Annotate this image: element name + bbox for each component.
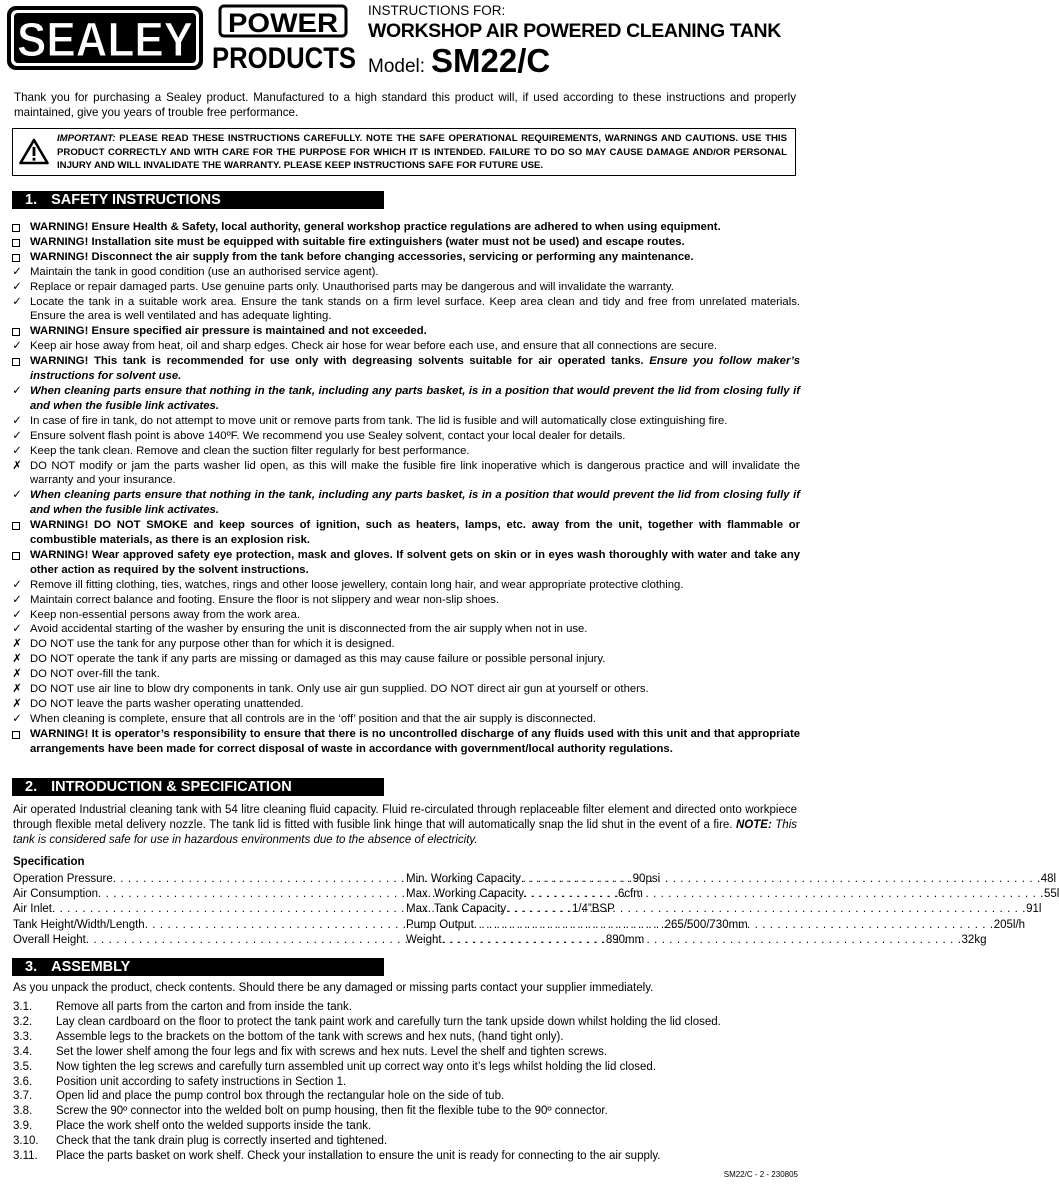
safety-item (8, 384, 800, 414)
safety-item (8, 637, 800, 652)
assembly-steps (13, 1000, 799, 1164)
safety-item-text: WARNING! It is operator’s responsibility to ensure that there is no uncontrolled discharge of any fluids used with this unit and that appropriate arrangements have been made for correct disposal of waste in accordance with government/local authority regulations. (30, 727, 800, 755)
spec-value: 32kg (961, 933, 987, 946)
specification-heading: Specification (13, 856, 85, 868)
step-number: 3.3. (13, 1030, 33, 1043)
checkbox-icon (12, 254, 20, 262)
spec-value: 48l (1040, 873, 1057, 885)
checkbox-icon (12, 731, 20, 739)
safety-item (8, 652, 800, 667)
safety-item (8, 280, 800, 295)
cross-icon: ✗ (12, 459, 22, 472)
safety-item-text: DO NOT use the tank for any purpose other than for which it is designed. (30, 638, 395, 651)
safety-item-text: DO NOT over-fill the tank. (30, 668, 160, 681)
spec-label: Air Consumption (13, 888, 99, 901)
check-icon: ✓ (12, 429, 22, 442)
assembly-intro: As you unpack the product, check contents. Should there be any damaged or missing parts contact your supplier immediately. (13, 982, 654, 994)
model-line (368, 42, 550, 80)
spec-value: 265/500/730mm (664, 918, 748, 931)
safety-item-text: DO NOT use air line to blow dry components in tank. Only use air gun supplied. DO NOT direct air gun at yourself or others. (30, 683, 649, 696)
instructions-label: INSTRUCTIONS FOR: (368, 3, 506, 18)
cross-icon: ✗ (12, 668, 22, 681)
sealey-logo (6, 5, 204, 71)
safety-item-text: WARNING! Wear approved safety eye protection, mask and gloves. If solvent gets on skin or in eyes wash thoroughly with water and take any other action as required by the solvent instructions. (30, 548, 800, 576)
spec-label: Max. Working Capacity (406, 888, 525, 901)
warning-triangle-icon (19, 138, 49, 165)
step-text: Check that the tank drain plug is correctly inserted and tightened. (56, 1135, 388, 1148)
spec-value: 1/4”BSP (571, 903, 615, 916)
check-icon: ✓ (12, 280, 22, 293)
step-text: Remove all parts from the carton and from inside the tank. (56, 1001, 352, 1013)
safety-item (8, 593, 800, 608)
step-text: Set the lower shelf among the four legs and fix with screws and hex nuts. Level the shelf and tighten screws. (56, 1045, 608, 1058)
spec-row (406, 933, 987, 948)
product-title: WORKSHOP AIR POWERED CLEANING TANK (368, 20, 781, 42)
step-text: Place the work shelf onto the welded supports inside the tank. (56, 1120, 372, 1133)
safety-item (8, 727, 800, 757)
safety-item-text: WARNING! Ensure Health & Safety, local authority, general workshop practice regulations are adhered to when using equipment. (30, 221, 721, 233)
step-number: 3.6. (13, 1075, 33, 1088)
safety-item-text: WARNING! Installation site must be equipped with suitable fire extinguishers (water must not be used) and escape routes. (30, 235, 685, 248)
safety-item (8, 712, 800, 727)
safety-item-text: DO NOT operate the tank if any parts are missing or damaged as this may cause failure or possible personal injury. (30, 653, 606, 666)
power-text: POWER (228, 8, 338, 38)
safety-item (8, 444, 800, 459)
step-number: 3.5. (13, 1060, 33, 1073)
safety-item (8, 488, 800, 518)
check-icon: ✓ (12, 295, 22, 308)
checkbox-icon (12, 328, 20, 336)
safety-item-text: WARNING! Ensure specified air pressure is maintained and not exceeded. (30, 325, 427, 338)
safety-item-text: When cleaning parts ensure that nothing in the tank, including any parts basket, is in a position that would prevent the lid from closing fully if and when the fusible link activates. (30, 384, 800, 412)
spec-label: Pump Output (406, 918, 474, 931)
step-number: 3.9. (13, 1120, 33, 1133)
spec-label: Operation Pressure (13, 873, 113, 885)
model-value: SM22/C (431, 42, 551, 79)
step-text: Assemble legs to the brackets on the bottom of the tank with screws and hex nuts, (hand tight only). (56, 1030, 564, 1043)
spec-label: Tank Height/Width/Length (13, 918, 145, 931)
safety-item (8, 518, 800, 548)
assembly-step (13, 1149, 799, 1164)
check-icon: ✓ (12, 578, 22, 591)
model-label: Model: (368, 56, 426, 77)
products-text: PRODUCTS (212, 42, 356, 75)
safety-item-text: In case of fire in tank, do not attempt to move unit or remove parts from tank. The lid is fusible and will automatically close extinguishing fire. (30, 414, 728, 427)
assembly-step (13, 1134, 799, 1149)
important-text: PLEASE READ THESE INSTRUCTIONS CAREFULLY. NOTE THE SAFE OPERATIONAL REQUIREMENTS, WARNINGS AND CAUTIONS. USE THIS PRODUCT CORRECTLY AND WITH CARE FOR THE PURPOSE FOR WHICH IT IS INTENDED. FAILURE TO DO SO MAY CAUSE DAMAGE AND/OR PERSONAL INJURY AND WILL INVALIDATE THE WARRANTY. PLEASE KEEP INSTRUCTIONS SAFE FOR FUTURE USE. (57, 133, 787, 171)
check-icon: ✓ (12, 384, 22, 397)
safety-item-text: Maintain the tank in good condition (use an authorised service agent). (30, 265, 379, 278)
check-icon: ✓ (12, 712, 22, 725)
safety-item (8, 548, 800, 578)
spec-value: 90psi (632, 873, 661, 885)
cross-icon: ✗ (12, 653, 22, 666)
checkbox-icon (12, 522, 20, 530)
intro-paragraph: Thank you for purchasing a Sealey product. Manufactured to a high standard this product will, if used according to these instructions and properly maintained, give you years of trouble free performance. (14, 91, 796, 119)
safety-item-text: WARNING! DO NOT SMOKE and keep sources of ignition, such as heaters, lamps, etc. away from the unit, together with flammable or combustible materials, as there is an explosion risk. (30, 519, 800, 547)
section-header-assembly: 3. ASSEMBLY (12, 958, 384, 976)
step-number: 3.7. (13, 1090, 33, 1103)
safety-item-text: Ensure solvent flash point is above 140ºF. We recommend you use Sealey solvent, contact your local dealer for details. (30, 429, 626, 442)
check-icon: ✓ (12, 340, 22, 353)
safety-item-text: Locate the tank in a suitable work area. Ensure the tank stands on a firm level surface. Keep area clean and tidy and free from unrelated materials. Ensure the area is well ventilated and has adequate lighting. (30, 295, 800, 323)
step-number: 3.4. (13, 1045, 33, 1058)
cross-icon: ✗ (12, 698, 22, 710)
checkbox-icon (12, 552, 20, 560)
spec-value: 6cfm (617, 888, 643, 901)
safety-item (8, 414, 800, 429)
step-text: Screw the 90º connector into the welded bolt on pump housing, then fit the flexible tube to the 90º connector. (56, 1105, 608, 1118)
safety-item-text: Keep air hose away from heat, oil and sharp edges. Check air hose for wear before each use, and ensure that all connections are secure. (30, 340, 718, 353)
assembly-step (13, 1000, 799, 1015)
spec-label: Min. Working Capacity (406, 873, 521, 885)
safety-item-text: WARNING! Disconnect the air supply from the tank before changing accessories, servicing or performing any maintenance. (30, 250, 694, 263)
spec-row (406, 872, 1057, 887)
safety-item (8, 459, 800, 489)
safety-item-text: Replace or repair damaged parts. Use genuine parts only. Unauthorised parts may be dangerous and will invalidate the warranty. (30, 280, 674, 293)
safety-item (8, 667, 800, 682)
safety-item (8, 324, 800, 339)
introduction-text: Air operated Industrial cleaning tank with 54 litre cleaning fluid capacity. Fluid re-circulated through replaceable filter element and directed onto workpiece through flexible metal delivery nozzle. The tank lid is fitted with fusible link hinge that will automatically snap the lid shut in the event of a fire. (13, 804, 797, 831)
assembly-step (13, 1119, 799, 1134)
note-text: This tank is considered safe for use in hazardous environments due to the absence of electricity. (13, 819, 797, 846)
safety-item-text: When cleaning parts ensure that nothing in the tank, including any parts basket, is in a position that would prevent the lid from closing fully if and when the fusible link activates. (30, 489, 800, 517)
spec-label: Air Inlet (13, 903, 52, 916)
step-number: 3.8. (13, 1105, 33, 1118)
safety-item (8, 354, 800, 384)
step-number: 3.11. (13, 1150, 38, 1163)
safety-item-extra: Ensure you follow maker’s instructions for solvent use. (30, 355, 800, 383)
safety-item (8, 697, 800, 712)
step-text: Now tighten the leg screws and carefully turn assembled unit up correct way onto it’s legs whilst holding the lid closed. (56, 1060, 657, 1073)
assembly-step (13, 1015, 799, 1030)
spec-table-right (406, 872, 1059, 948)
spec-label: Max. Tank Capacity (406, 903, 507, 916)
spec-value: 55l (1043, 888, 1059, 901)
assembly-step (13, 1104, 799, 1119)
assembly-step (13, 1075, 799, 1090)
spec-leader-dots (474, 918, 994, 933)
spec-label: Weight (406, 933, 442, 946)
safety-item-text: Remove ill fitting clothing, ties, watches, rings and other loose jewellery, contain long hair, and wear appropriate protective clothing. (30, 578, 684, 591)
step-number: 3.2. (13, 1015, 33, 1028)
spec-leader-dots (442, 933, 962, 948)
safety-item-text: DO NOT modify or jam the parts washer lid open, as this will make the fusible fire link inoperative which is dangerous practice and will invalidate the warranty and your insurance. (30, 459, 800, 487)
assembly-step (13, 1030, 799, 1045)
safety-item (8, 429, 800, 444)
spec-leader-dots (524, 887, 1044, 902)
step-text: Lay clean cardboard on the floor to protect the tank paint work and carefully turn the tank upside down whilst holding the lid closed. (56, 1015, 721, 1028)
page-footer: SM22/C - 2 - 230805 (723, 1170, 798, 1179)
section-header-introduction: 2. INTRODUCTION & SPECIFICATION (12, 778, 384, 796)
safety-item (8, 682, 800, 697)
power-products-logo (210, 5, 358, 73)
cross-icon: ✗ (12, 683, 22, 696)
check-icon: ✓ (12, 608, 22, 621)
step-number: 3.10. (13, 1135, 39, 1148)
safety-item (8, 265, 800, 280)
step-text: Open lid and place the pump control box through the rectangular hole on the side of tub. (56, 1090, 505, 1103)
safety-item-text: Maintain correct balance and footing. Ensure the floor is not slippery and wear non-slip shoes. (30, 593, 500, 606)
step-text: Place the parts basket on work shelf. Check your installation to ensure the unit is ready for connecting to the air supply. (56, 1150, 661, 1163)
safety-item-text: Keep non-essential persons away from the work area. (30, 608, 301, 621)
spec-leader-dots (506, 902, 1026, 917)
logo-text: SEALEY (17, 14, 193, 67)
safety-item (8, 608, 800, 623)
step-number: 3.1. (13, 1001, 33, 1013)
check-icon: ✓ (12, 444, 22, 457)
important-label: IMPORTANT: (57, 133, 116, 144)
check-icon: ✓ (12, 414, 22, 427)
safety-item-text: DO NOT leave the parts washer operating unattended. (30, 698, 304, 710)
spec-label: Overall Height (13, 933, 86, 946)
safety-item (8, 235, 800, 250)
assembly-step (13, 1089, 799, 1104)
safety-item (8, 295, 800, 325)
checkbox-icon (12, 358, 20, 366)
check-icon: ✓ (12, 489, 22, 502)
check-icon: ✓ (12, 623, 22, 636)
assembly-step (13, 1060, 799, 1075)
introduction-paragraph (13, 803, 797, 848)
note-label: NOTE: (732, 819, 772, 831)
check-icon: ✓ (12, 593, 22, 606)
safety-list (8, 220, 800, 757)
spec-leader-dots (521, 872, 1041, 887)
important-notice (12, 128, 796, 176)
safety-item-text: Keep the tank clean. Remove and clean the suction filter regularly for best performance. (30, 444, 470, 457)
safety-item (8, 220, 800, 235)
assembly-step (13, 1045, 799, 1060)
spec-row (406, 902, 1042, 917)
step-text: Position unit according to safety instructions in Section 1. (56, 1075, 347, 1088)
safety-item (8, 622, 800, 637)
safety-item-text: When cleaning is complete, ensure that all controls are in the ‘off’ position and that the air supply is disconnected. (30, 712, 597, 725)
safety-item (8, 339, 800, 354)
spec-row (406, 887, 1059, 902)
safety-item (8, 250, 800, 265)
cross-icon: ✗ (12, 638, 22, 651)
section-header-safety: 1. SAFETY INSTRUCTIONS (12, 191, 384, 209)
check-icon: ✓ (12, 265, 22, 278)
spec-value: 205l/h (993, 918, 1026, 931)
checkbox-icon (12, 239, 20, 247)
spec-value: 91l (1026, 903, 1042, 916)
safety-item-text: WARNING! This tank is recommended for use only with degreasing solvents suitable for air operated tanks. (30, 355, 644, 368)
spec-row (406, 918, 1026, 933)
safety-item-text: Avoid accidental starting of the washer by ensuring the unit is disconnected from the air supply when not in use. (30, 623, 588, 636)
safety-item (8, 578, 800, 593)
checkbox-icon (12, 224, 20, 232)
spec-value: 890mm (605, 933, 645, 946)
